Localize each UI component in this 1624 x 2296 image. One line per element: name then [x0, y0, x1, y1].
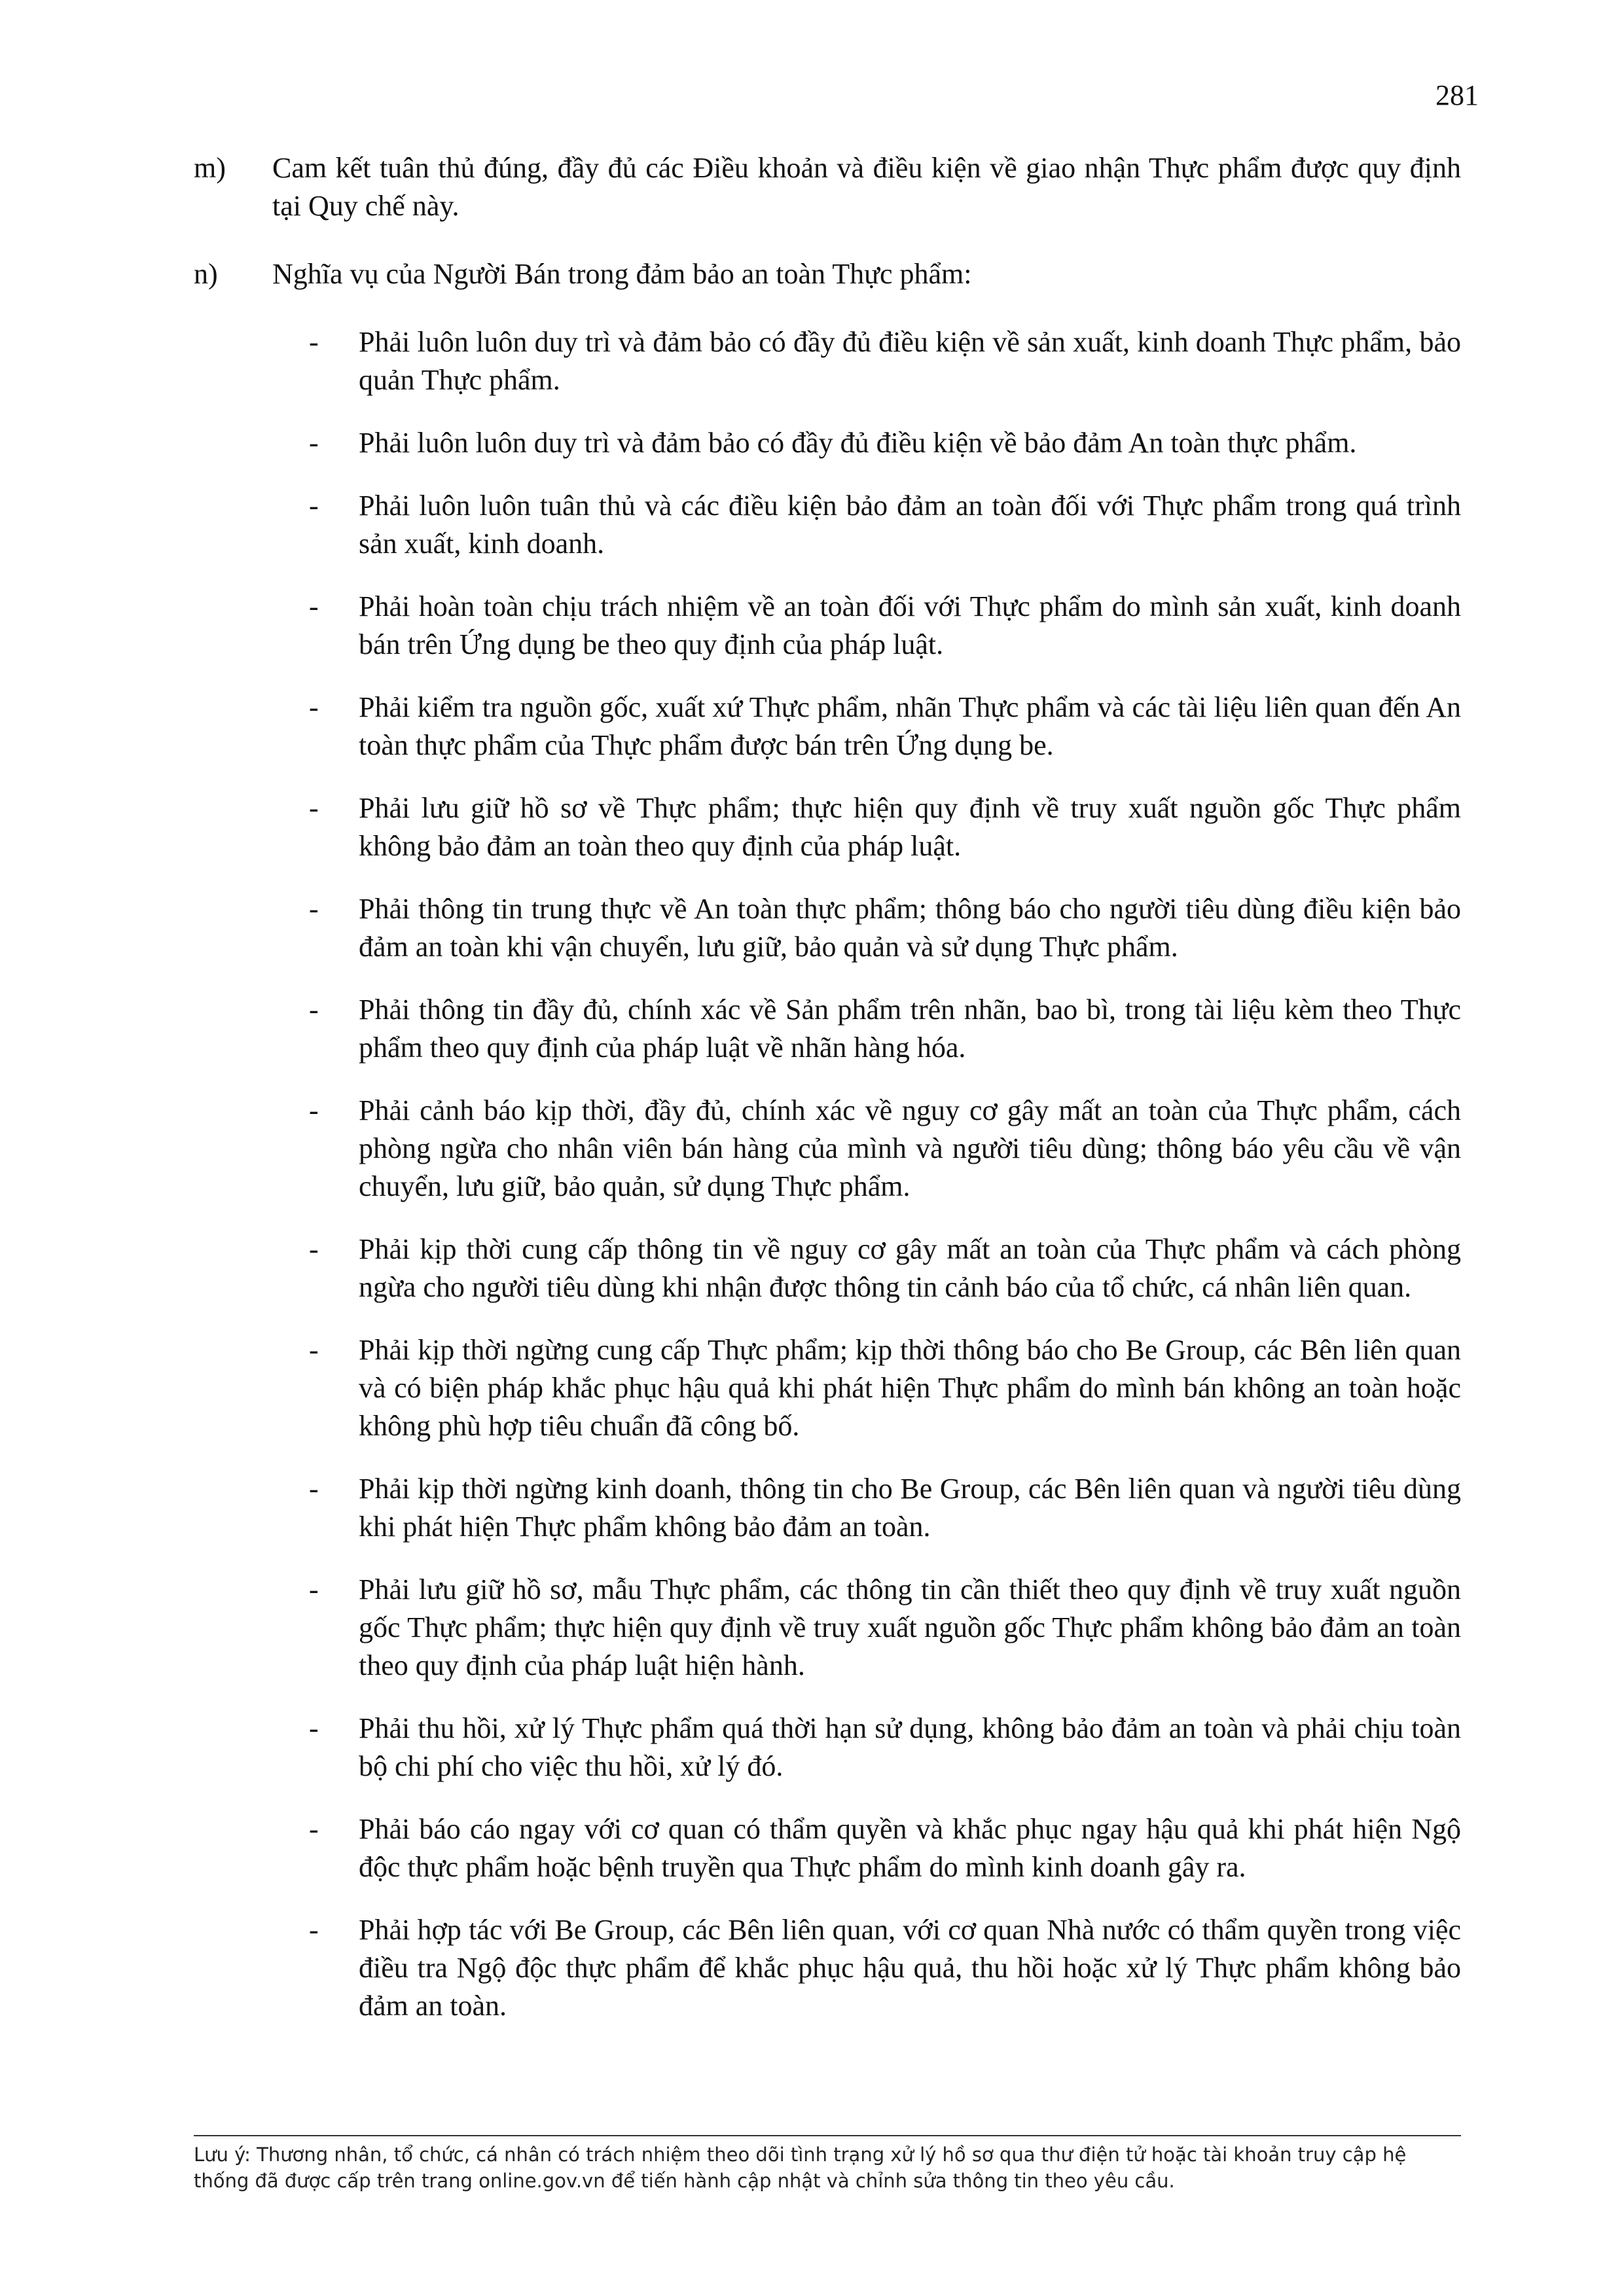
list-item — [309, 424, 1461, 462]
bullet-dash: - — [309, 1094, 319, 1126]
bullet-dash: - — [309, 691, 319, 723]
list-item — [309, 789, 1461, 865]
list-item-text: Phải hợp tác với Be Group, các Bên liên quan, với cơ quan Nhà nước có thẩm quyền trong việc điều tra Ngộ độc thực phẩm để khắc phục hậu quả, thu hồi hoặc xử lý Thực phẩm không bảo đảm an toàn. — [359, 1914, 1461, 2022]
list-item — [309, 991, 1461, 1067]
list-item — [309, 1571, 1461, 1685]
bullet-dash: - — [309, 1334, 319, 1366]
bullet-dash: - — [309, 1813, 319, 1845]
bullet-dash: - — [309, 1473, 319, 1505]
list-item-text: Phải kịp thời cung cấp thông tin về nguy cơ gây mất an toàn của Thực phẩm và cách phòng ngừa cho người tiêu dùng khi nhận được thông tin cảnh báo của tổ chức, cá nhân liên quan. — [359, 1233, 1461, 1303]
bullet-dash: - — [309, 1573, 319, 1605]
list-item — [309, 1092, 1461, 1206]
list-item-text: Phải báo cáo ngay với cơ quan có thẩm quyền và khắc phục ngay hậu quả khi phát hiện Ngộ độc thực phẩm hoặc bệnh truyền qua Thực phẩm do mình kinh doanh gây ra. — [359, 1813, 1461, 1883]
list-item — [309, 323, 1461, 399]
list-item-text: Phải cảnh báo kịp thời, đầy đủ, chính xác về nguy cơ gây mất an toàn của Thực phẩm, cách phòng ngừa cho nhân viên bán hàng của mình và người tiêu dùng; thông báo yêu cầu về vận chuyển, lưu giữ, bảo quản, sử dụng Thực phẩm. — [359, 1094, 1461, 1202]
list-item-text: Phải lưu giữ hồ sơ về Thực phẩm; thực hiện quy định về truy xuất nguồn gốc Thực phẩm không bảo đảm an toàn theo quy định của pháp luật. — [359, 792, 1461, 862]
obligation-list — [194, 323, 1461, 2025]
clause-text: Cam kết tuân thủ đúng, đầy đủ các Điều khoản và điều kiện về giao nhận Thực phẩm được quy định tại Quy chế này. — [272, 152, 1461, 222]
bullet-dash: - — [309, 326, 319, 358]
bullet-dash: - — [309, 590, 319, 622]
bullet-dash: - — [309, 792, 319, 824]
list-item-text: Phải lưu giữ hồ sơ, mẫu Thực phẩm, các thông tin cần thiết theo quy định về truy xuất nguồn gốc Thực phẩm; thực hiện quy định về truy xuất nguồn gốc Thực phẩm không bảo đảm an toàn theo quy định của pháp luật hiện hành. — [359, 1573, 1461, 1681]
bullet-dash: - — [309, 1712, 319, 1744]
list-item-text: Phải kiểm tra nguồn gốc, xuất xứ Thực phẩm, nhãn Thực phẩm và các tài liệu liên quan đến An toàn thực phẩm của Thực phẩm được bán trên Ứng dụng be. — [359, 691, 1461, 761]
list-item — [309, 1470, 1461, 1546]
bullet-dash: - — [309, 490, 319, 522]
list-item — [309, 588, 1461, 664]
bullet-dash: - — [309, 1233, 319, 1265]
list-item-text: Phải luôn luôn duy trì và đảm bảo có đầy đủ điều kiện về sản xuất, kinh doanh Thực phẩm, bảo quản Thực phẩm. — [359, 326, 1461, 396]
list-item — [309, 1230, 1461, 1306]
footnote-divider — [194, 2135, 1461, 2136]
clause-n — [194, 255, 1461, 293]
bullet-dash: - — [309, 994, 319, 1026]
clause-m — [194, 149, 1461, 225]
list-item — [309, 890, 1461, 966]
list-item-text: Phải luôn luôn tuân thủ và các điều kiện bảo đảm an toàn đối với Thực phẩm trong quá trình sản xuất, kinh doanh. — [359, 490, 1461, 560]
list-item — [309, 1810, 1461, 1886]
page-number: 281 — [1435, 79, 1479, 111]
bullet-dash: - — [309, 893, 319, 925]
bullet-dash: - — [309, 1914, 319, 1946]
bullet-dash: - — [309, 427, 319, 459]
list-item — [309, 487, 1461, 563]
list-item — [309, 1331, 1461, 1445]
list-item-text: Phải luôn luôn duy trì và đảm bảo có đầy đủ điều kiện về bảo đảm An toàn thực phẩm. — [359, 427, 1357, 459]
list-item-text: Phải thông tin đầy đủ, chính xác về Sản phẩm trên nhãn, bao bì, trong tài liệu kèm theo Thực phẩm theo quy định của pháp luật về nhãn hàng hóa. — [359, 994, 1461, 1064]
list-item — [309, 1710, 1461, 1785]
clause-label: m) — [194, 152, 226, 184]
clause-label: n) — [194, 258, 218, 290]
list-item — [309, 689, 1461, 764]
list-item-text: Phải thu hồi, xử lý Thực phẩm quá thời hạn sử dụng, không bảo đảm an toàn và phải chịu toàn bộ chi phí cho việc thu hồi, xử lý đó. — [359, 1712, 1461, 1782]
footnote: Lưu ý: Thương nhân, tổ chức, cá nhân có trách nhiệm theo dõi tình trạng xử lý hồ sơ qua thư điện tử hoặc tài khoản truy cập hệ thống đã được cấp trên trang online.gov.vn để tiến hành cập nhật và chỉnh sửa thông tin theo yêu cầu. — [194, 2144, 1407, 2192]
list-item-text: Phải hoàn toàn chịu trách nhiệm về an toàn đối với Thực phẩm do mình sản xuất, kinh doanh bán trên Ứng dụng be theo quy định của pháp luật. — [359, 590, 1461, 660]
list-item-text: Phải kịp thời ngừng kinh doanh, thông tin cho Be Group, các Bên liên quan và người tiêu dùng khi phát hiện Thực phẩm không bảo đảm an toàn. — [359, 1473, 1461, 1543]
clause-text: Nghĩa vụ của Người Bán trong đảm bảo an toàn Thực phẩm: — [272, 258, 972, 290]
list-item — [309, 1911, 1461, 2025]
list-item-text: Phải thông tin trung thực về An toàn thực phẩm; thông báo cho người tiêu dùng điều kiện bảo đảm an toàn khi vận chuyển, lưu giữ, bảo quản và sử dụng Thực phẩm. — [359, 893, 1461, 963]
list-item-text: Phải kịp thời ngừng cung cấp Thực phẩm; kịp thời thông báo cho Be Group, các Bên liên quan và có biện pháp khắc phục hậu quả khi phát hiện Thực phẩm do mình bán không an toàn hoặc không phù hợp tiêu chuẩn đã công bố. — [359, 1334, 1461, 1442]
document-body — [194, 149, 1461, 2050]
